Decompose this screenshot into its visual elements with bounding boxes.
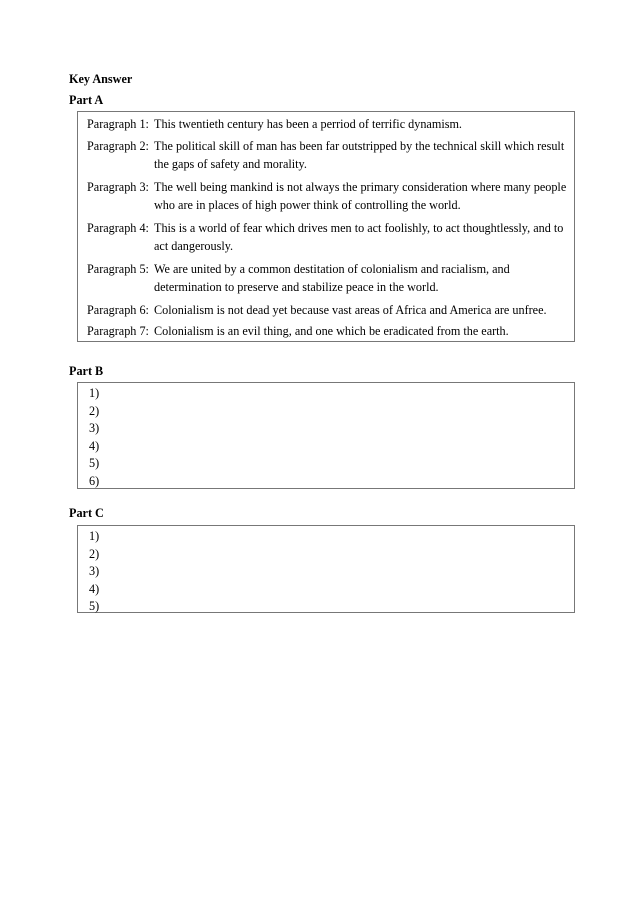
part-a-answer-box [77, 111, 575, 342]
paragraph-label: Paragraph 1: [87, 117, 149, 131]
paragraph-7 [87, 322, 509, 340]
part-b-list [89, 385, 99, 491]
part-c-answer-box [77, 525, 575, 613]
paragraph-text: Colonialism is not dead yet because vast areas of Africa and America are unfree. [154, 303, 547, 317]
part-a-heading: Part A [69, 93, 104, 107]
part-b-heading: Part B [69, 364, 104, 378]
paragraph-label: Paragraph 3: [87, 180, 149, 194]
list-item: 2) [89, 403, 100, 418]
paragraph-label: Paragraph 6: [87, 303, 149, 317]
paragraph-text: We are united by a common destitation of colonialism and racialism, and determination to preserve and stabilize peace in the world. [154, 262, 510, 294]
paragraph-6 [87, 301, 547, 319]
list-item: 5) [89, 599, 100, 614]
paragraph-text: Colonialism is an evil thing, and one which be eradicated from the earth. [154, 324, 509, 338]
list-item: 6) [89, 473, 100, 488]
part-c-list [89, 528, 99, 616]
part-b-answer-box [77, 382, 575, 489]
list-item: 4) [89, 581, 100, 596]
list-item: 3) [89, 421, 100, 436]
document-title: Key Answer [69, 72, 133, 86]
paragraph-1 [87, 115, 462, 133]
paragraph-text: The well being mankind is not always the primary consideration where many people who are in places of high power think of controlling the world. [154, 180, 567, 212]
paragraph-text: The political skill of man has been far outstripped by the technical skill which result the gaps of safety and morality. [154, 139, 565, 171]
paragraph-2 [87, 137, 574, 173]
paragraph-3 [87, 178, 574, 214]
list-item: 4) [89, 438, 100, 453]
paragraph-4 [87, 219, 574, 255]
paragraph-text: This is a world of fear which drives men to act foolishly, to act thoughtlessly, and to act dangerously. [154, 221, 564, 253]
list-item: 5) [89, 456, 100, 471]
paragraph-label: Paragraph 2: [87, 139, 149, 153]
paragraph-5 [87, 260, 574, 296]
paragraph-text: This twentieth century has been a perriod of terrific dynamism. [154, 117, 462, 131]
list-item: 3) [89, 564, 100, 579]
list-item: 1) [89, 529, 100, 543]
list-item: 2) [89, 546, 100, 561]
paragraph-label: Paragraph 5: [87, 262, 149, 276]
part-c-heading: Part C [69, 506, 104, 520]
paragraph-label: Paragraph 7: [87, 324, 149, 338]
list-item: 1) [89, 386, 100, 400]
paragraph-label: Paragraph 4: [87, 221, 149, 235]
